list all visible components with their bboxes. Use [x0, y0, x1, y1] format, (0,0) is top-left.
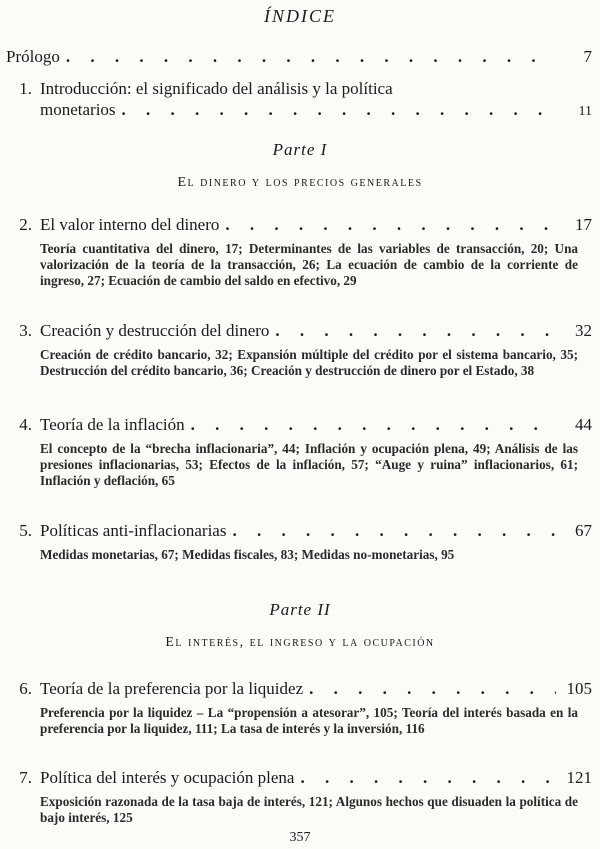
toc-entry-chapter-7[interactable] [0, 767, 600, 826]
chapter-number: 2. [19, 215, 32, 234]
toc-page-number: 105 [566, 679, 592, 698]
chapter-title: Teoría de la inflación [40, 415, 185, 434]
chapter-summary: El concepto de la “brecha inflacionaria”, 44; Inflación y ocupación plena, 49; Análisis de las presiones inflacionarias, 53; Efectos de la inflación, 57; “Auge y ruina” inflacionarios, 61; Inflación y deflación, 65 [40, 441, 578, 488]
toc-page-number: 67 [575, 521, 592, 540]
chapter-title-continued: monetarios [40, 100, 116, 119]
toc-entry-prologo[interactable] [0, 46, 600, 67]
toc-page-number: 17 [575, 215, 592, 234]
dot-leader [300, 767, 556, 788]
toc-entry-chapter-5[interactable] [0, 520, 600, 563]
dot-leader [225, 214, 556, 235]
toc-page-number: 32 [575, 321, 592, 340]
chapter-number: 7. [19, 768, 32, 787]
chapter-summary: Teoría cuantitativa del dinero, 17; Determinantes de las variables de transacción, 20; Una valorización de la teoría de la transacción, 26; La ecuación de cambio de la corriente de ingreso, 27; Ecuación de cambio del saldo en efectivo, 29 [40, 241, 578, 288]
chapter-summary: Creación de crédito bancario, 32; Expansión múltiple del crédito por el sistema bancario, 35; Destrucción del crédito bancario, 36; Creación y destrucción de dinero por el Estado, 38 [40, 347, 578, 378]
toc-entry-chapter-4[interactable] [0, 414, 600, 489]
part-title: El interés, el ingreso y la ocupación [165, 635, 435, 650]
toc-entry-chapter-6[interactable] [0, 678, 600, 737]
chapter-number: 5. [19, 521, 32, 540]
toc-page-number: 7 [583, 47, 592, 66]
chapter-summary: Medidas monetarias, 67; Medidas fiscales, 83; Medidas no-monetarias, 95 [40, 547, 455, 562]
toc-page-number: 44 [575, 415, 592, 434]
toc-page-number: 121 [566, 768, 592, 787]
chapter-title: El valor interno del dinero [40, 215, 220, 234]
dot-leader [275, 320, 556, 341]
page-number: 357 [289, 830, 311, 845]
toc-page-number: 11 [578, 104, 592, 119]
chapter-title: Introducción: el significado del análisis y la política [40, 79, 393, 98]
toc-entry-chapter-2[interactable] [0, 214, 600, 289]
dot-leader [232, 520, 556, 541]
part-label: Parte II [269, 600, 331, 619]
toc-entry-title: Prólogo [6, 47, 60, 66]
chapter-summary: Exposición razonada de la tasa baja de interés, 121; Algunos hechos que disuaden la política de bajo interés, 125 [40, 794, 578, 825]
chapter-title: Políticas anti-inflacionarias [40, 521, 227, 540]
dot-leader [66, 46, 556, 67]
dot-leader [191, 414, 556, 435]
part-title: El dinero y los precios generales [177, 175, 423, 190]
dot-leader [309, 678, 556, 699]
chapter-number: 1. [19, 79, 32, 98]
chapter-summary: Preferencia por la liquidez – La “propensión a atesorar”, 105; Teoría del interés basada en la preferencia por la liquidez, 111; La tasa de interés y la inversión, 116 [40, 705, 578, 736]
part-label: Parte I [272, 140, 328, 159]
toc-entry-chapter-3[interactable] [0, 320, 600, 379]
chapter-title: Política del interés y ocupación plena [40, 768, 295, 787]
page-title: ÍNDICE [264, 6, 336, 26]
chapter-number: 4. [19, 415, 32, 434]
dot-leader [122, 99, 556, 120]
toc-entry-chapter-1[interactable] [0, 78, 600, 122]
chapter-number: 3. [19, 321, 32, 340]
chapter-number: 6. [19, 679, 32, 698]
chapter-title: Teoría de la preferencia por la liquidez [40, 679, 304, 698]
chapter-title: Creación y destrucción del dinero [40, 321, 270, 340]
